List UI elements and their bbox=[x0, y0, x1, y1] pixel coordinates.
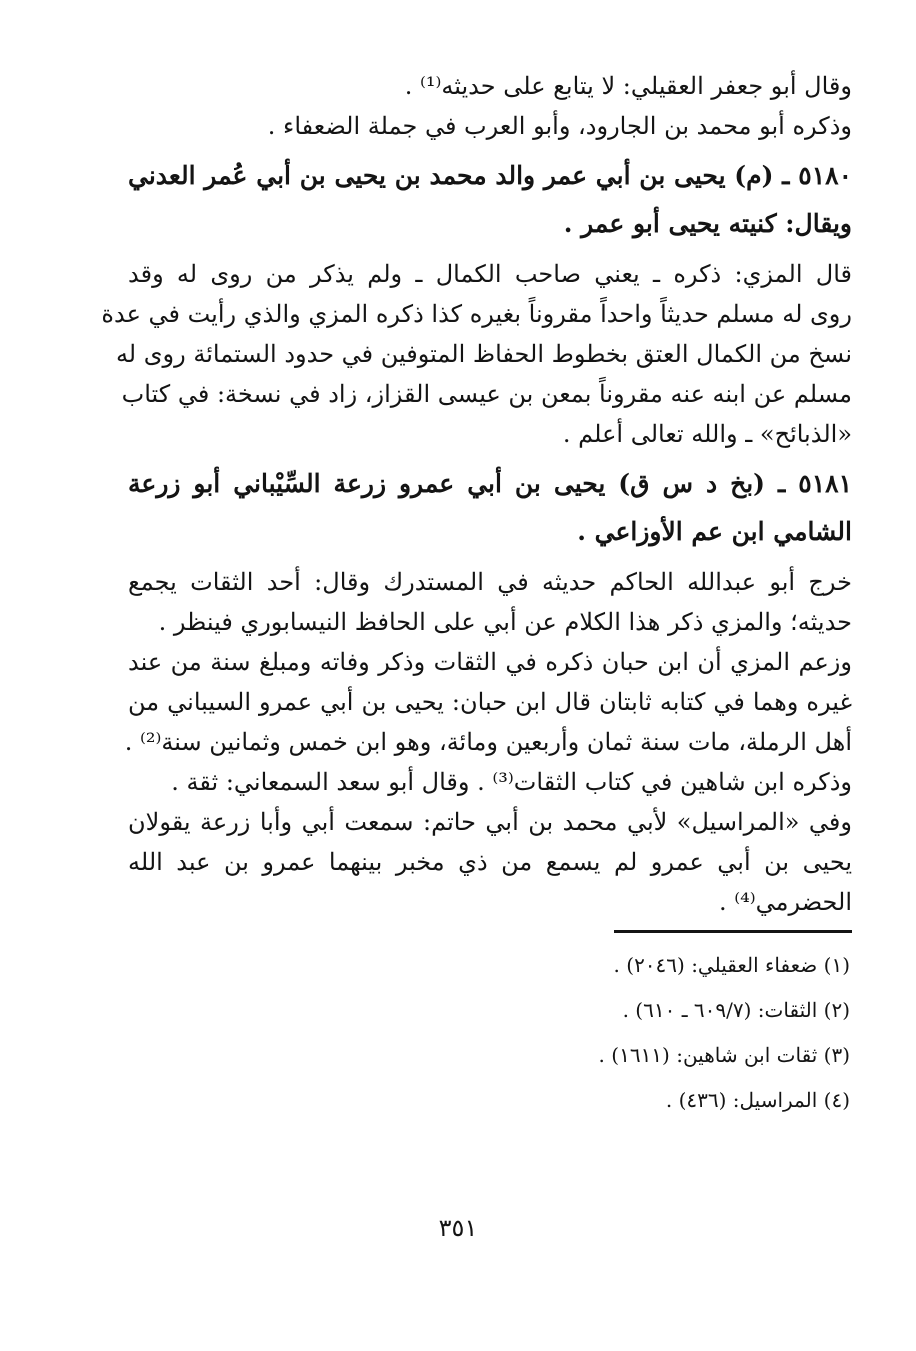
text-line: وزعم المزي أن ابن حبان ذكره في الثقات وذكر وفاته ومبلغ سنة من عند bbox=[128, 648, 852, 676]
text-line: غيره وهما في كتابه ثابتان قال ابن حبان: يحيى بن أبي عمرو السيباني من bbox=[128, 688, 852, 716]
text-line: وذكره أبو محمد بن الجارود، وأبو العرب في جملة الضعفاء . bbox=[267, 112, 852, 140]
page-body bbox=[101, 62, 853, 1282]
footnote-3: (٣) ثقات ابن شاهين: (١٦١١) . bbox=[598, 1043, 850, 1067]
text-line: روى له مسلم حديثاً واحداً مقروناً بغيره كذا ذكره المزي والذي رأيت في عدة bbox=[101, 300, 852, 328]
text-line: وقال أبو جعفر العقيلي: لا يتابع على حديثه⁽¹⁾ . bbox=[404, 72, 852, 100]
entry-heading-5180: ٥١٨٠ ـ (م) يحيى بن أبي عمر والد محمد بن يحيى بن أبي عُمر العدني bbox=[128, 161, 852, 190]
text-line: وذكره ابن شاهين في كتاب الثقات⁽³⁾ . وقال أبو سعد السمعاني: ثقة . bbox=[171, 768, 852, 796]
text-line: يحيى بن أبي عمرو لم يسمع من ذي مخبر بينهما عمرو بن عبد الله bbox=[128, 848, 853, 876]
entry-heading-5181: ٥١٨١ ـ (بخ د س ق) يحيى بن أبي عمرو زرعة السِّيْباني أبو زرعة bbox=[128, 469, 852, 498]
footnote-2: (٢) الثقات: (٦٠٩/٧ ـ ٦١٠) . bbox=[622, 998, 850, 1022]
text-line: خرج أبو عبدالله الحاكم حديثه في المستدرك وقال: أحد الثقات يجمع bbox=[128, 568, 852, 596]
text-line: الحضرمي⁽⁴⁾ . bbox=[718, 888, 852, 916]
text-line: أهل الرملة، مات سنة ثمان وأربعين ومائة، وهو ابن خمس وثمانين سنة⁽²⁾ . bbox=[124, 728, 852, 756]
footnote-4: (٤) المراسيل: (٤٣٦) . bbox=[665, 1088, 850, 1112]
footnote-1: (١) ضعفاء العقيلي: (٢٠٤٦) . bbox=[613, 953, 850, 977]
text-line: وفي «المراسيل» لأبي محمد بن أبي حاتم: سمعت أبي وأبا زرعة يقولان bbox=[128, 808, 852, 836]
text-line: نسخ من الكمال العتق بخطوط الحفاظ المتوفين في حدود الستمائة روى له bbox=[115, 340, 852, 368]
text-line: «الذبائح» ـ والله تعالى أعلم . bbox=[562, 420, 852, 448]
entry-heading-5181-cont: الشامي ابن عم الأوزاعي . bbox=[577, 517, 852, 546]
page-number: ٣٥١ bbox=[438, 1214, 478, 1242]
entry-heading-5180-cont: ويقال: كنيته يحيى أبو عمر . bbox=[563, 209, 852, 238]
footnote-separator bbox=[614, 930, 852, 933]
text-line: قال المزي: ذكره ـ يعني صاحب الكمال ـ ولم يذكر من روى له وقد bbox=[128, 260, 852, 288]
text-line: حديثه؛ والمزي ذكر هذا الكلام عن أبي على الحافظ النيسابوري فينظر . bbox=[158, 608, 852, 636]
text-line: مسلم عن ابنه عنه مقروناً بمعن بن عيسى القزاز، زاد في نسخة: في كتاب bbox=[121, 380, 852, 408]
